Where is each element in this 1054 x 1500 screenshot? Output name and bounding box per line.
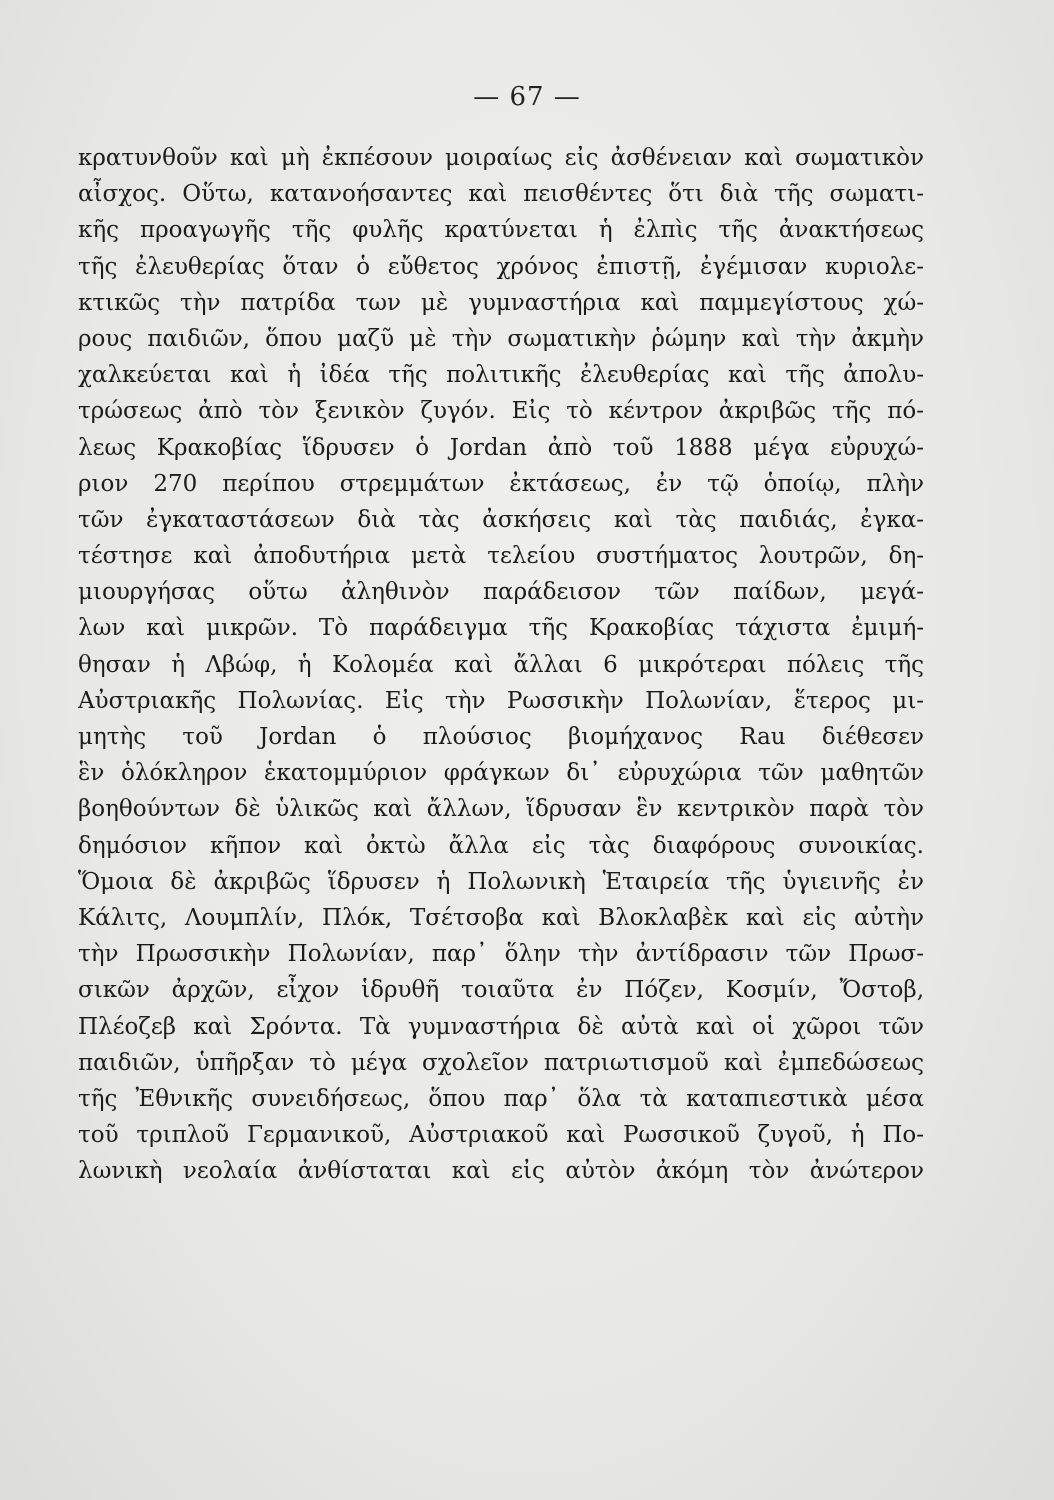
- text-line: λωνικὴ νεολαία ἀνθίσταται καὶ εἰς αὐτὸν ἀκόμη τὸν ἀνώτερον: [78, 1158, 924, 1185]
- text-line: Κάλιτς, Λουμπλίν, Πλόκ, Τσέτσοβα καὶ Βλοκλαβὲκ καὶ εἰς αὐτὴν: [78, 904, 924, 931]
- text-line: Πλέοζεβ καὶ Σρόντα. Τὰ γυμναστήρια δὲ αὐτὰ καὶ οἱ χῶροι τῶν: [78, 1013, 924, 1040]
- text-line: βοηθούντων δὲ ὑλικῶς καὶ ἄλλων, ἵδρυσαν ἓν κεντρικὸν παρὰ τὸν: [78, 796, 924, 823]
- text-line: αἶσχος. Οὕτω, κατανοήσαντες καὶ πεισθέντες ὅτι διὰ τῆς σωματι-: [78, 181, 924, 208]
- text-line: μιουργήσας οὕτω ἀληθινὸν παράδεισον τῶν παίδων, μεγά-: [78, 579, 924, 606]
- text-line: τῆς Ἐθνικῆς συνειδήσεως, ὅπου παρ᾽ ὅλα τὰ καταπιεστικὰ μέσα: [78, 1085, 924, 1112]
- text-line: τοῦ τριπλοῦ Γερμανικοῦ, Αὐστριακοῦ καὶ Ρωσσικοῦ ζυγοῦ, ἡ Πο-: [78, 1122, 924, 1149]
- text-line: Ὅμοια δὲ ἀκριβῶς ἵδρυσεν ἡ Πολωνικὴ Ἑταιρεία τῆς ὑγιεινῆς ἐν: [78, 868, 924, 895]
- text-line: μητὴς τοῦ Jordan ὁ πλούσιος βιομήχανος Rau διέθεσεν: [78, 724, 924, 750]
- text-line: τῶν ἐγκαταστάσεων διὰ τὰς ἀσκήσεις καὶ τὰς παιδιάς, ἐγκα-: [78, 506, 924, 533]
- text-line: τὴν Πρωσσικὴν Πολωνίαν, παρ᾽ ὅλην τὴν ἀντίδρασιν τῶν Πρωσ-: [78, 941, 924, 968]
- text-line: τῆς ἐλευθερίας ὅταν ὁ εὔθετος χρόνος ἐπιστῇ, ἐγέμισαν κυριολε-: [78, 253, 924, 280]
- text-line: τρώσεως ἀπὸ τὸν ξενικὸν ζυγόν. Εἰς τὸ κέντρον ἀκριβῶς τῆς πό-: [78, 398, 924, 425]
- text-line: σικῶν ἀρχῶν, εἶχον ἱδρυθῆ τοιαῦτα ἐν Πόζεν, Κοσμίν, Ὄστοβ,: [78, 977, 924, 1004]
- text-line: Αὐστριακῆς Πολωνίας. Εἰς τὴν Ρωσσικὴν Πολωνίαν, ἕτερος μι-: [78, 687, 924, 714]
- text-line: δημόσιον κῆπον καὶ ὀκτὼ ἄλλα εἰς τὰς διαφόρους συνοικίας.: [78, 832, 924, 859]
- text-line: θησαν ἡ Λβώφ, ἡ Κολομέα καὶ ἄλλαι 6 μικρότεραι πόλεις τῆς: [78, 651, 924, 678]
- text-line: λων καὶ μικρῶν. Τὸ παράδειγμα τῆς Κρακοβίας τάχιστα ἐμιμή-: [78, 615, 924, 642]
- text-line: παιδιῶν, ὑπῆρξαν τὸ μέγα σχολεῖον πατριωτισμοῦ καὶ ἐμπεδώσεως: [78, 1049, 924, 1076]
- text-line: ριον 270 περίπου στρεμμάτων ἐκτάσεως, ἐν τῷ ὁποίῳ, πλὴν: [78, 470, 924, 497]
- text-line: κρατυνθοῦν καὶ μὴ ἐκπέσουν μοιραίως εἰς ἀσθένειαν καὶ σωματικὸν: [78, 145, 924, 171]
- text-line: κῆς προαγωγῆς τῆς φυλῆς κρατύνεται ἡ ἐλπὶς τῆς ἀνακτήσεως: [78, 217, 924, 244]
- text-line: λεως Κρακοβίας ἵδρυσεν ὁ Jordan ἀπὸ τοῦ 1888 μέγα εὐρυχώ-: [78, 434, 924, 461]
- text-line: τέστησε καὶ ἀποδυτήρια μετὰ τελείου συστήματος λουτρῶν, δη-: [78, 543, 924, 570]
- text-line: ἓν ὁλόκληρον ἑκατομμύριον φράγκων δι᾽ εὐρυχώρια τῶν μαθητῶν: [78, 760, 924, 787]
- page-number: — 67 —: [473, 82, 581, 112]
- body-text: [78, 140, 924, 1189]
- text-line: ρους παιδιῶν, ὅπου μαζῦ μὲ τὴν σωματικὴν ῥώμην καὶ τὴν ἀκμὴν: [78, 325, 924, 352]
- text-line: κτικῶς τὴν πατρίδα των μὲ γυμναστήρια καὶ παμμεγίστους χώ-: [78, 289, 924, 316]
- text-line: χαλκεύεται καὶ ἡ ἰδέα τῆς πολιτικῆς ἐλευθερίας καὶ τῆς ἀπολυ-: [78, 362, 924, 389]
